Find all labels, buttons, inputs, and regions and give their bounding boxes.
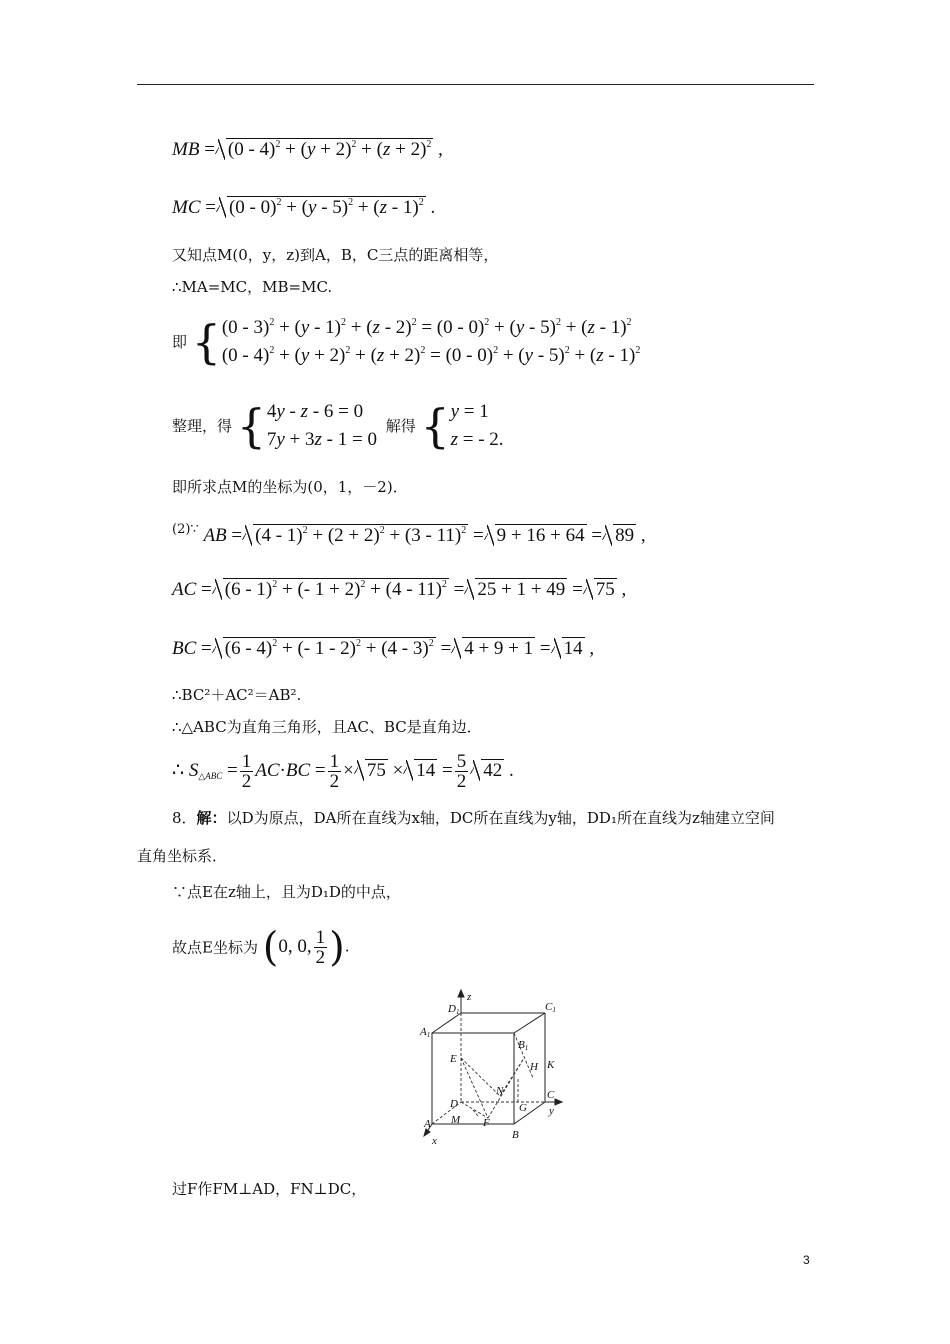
- label-z: z: [467, 991, 472, 1003]
- label-f: F: [483, 1117, 490, 1129]
- text-pythagoras: ∴BC²＋AC²＝AB².: [172, 686, 302, 704]
- label-a1: A1: [420, 1026, 431, 1039]
- label-y: y: [549, 1105, 554, 1117]
- text-therefore-equal: ∴MA=MC，MB=MC.: [172, 278, 333, 296]
- text-fm-fn: 过F作FM⊥AD，FN⊥DC，: [172, 1180, 367, 1198]
- equation-bc: BC = (6 - 4)$^2$ + (- 1 - 2)$^2$ + (4 - 3)$^2$ = 4 + 9 + 1 = 14 ,: [172, 638, 595, 659]
- label-c1: C1: [545, 1001, 556, 1014]
- text-result: 即所求点M的坐标为(0，1，－2)．: [172, 478, 408, 496]
- equation-area: ∴ $S_{\triangle ABC}$ = $\frac{1}{2}$ AC·BC = $\frac{1}{2}$ × 75 × 14 = $\frac{5}{2}$ 42 .: [172, 751, 514, 792]
- q8-line2: 直角坐标系．: [137, 847, 228, 865]
- cube-figure: [418, 988, 568, 1148]
- system-1: 即 { (0 - 3)$^2$ + (y - 1)$^2$ + (z - 2)$^2$ = (0 - 0)$^2$ + (y - 5)$^2$ + (z - 1)$^2$ $(0 - 4)^2 + (y + 2)^2 + (z + 2)^2 = (0 - 0)^2 + (y - 5)^2 + (z - 1)^2$: [172, 315, 641, 369]
- text-known: 又知点M(0，y，z)到A，B，C三点的距离相等，: [172, 246, 499, 264]
- label-n: N: [496, 1085, 504, 1097]
- equation-ab: $^{(2)\because}$ AB = $(4 - 1)^2 + (2 + 2)^2 + (3 - 11)^2 = 9 + 16 + 64 = 89$ ,: [172, 522, 646, 546]
- text-e-midpoint: ∵点E在z轴上，且为D₁D的中点，: [172, 883, 401, 901]
- q8-line1: 8．解：以D为原点，DA所在直线为x轴，DC所在直线为y轴，DD₁所在直线为z轴建立空间: [172, 809, 775, 827]
- equation-ac: AC = (6 - 1)$^2$ + (- 1 + 2)$^2$ + (4 - 11)$^2$ = 25 + 1 + 49 = 75 ,: [172, 579, 627, 600]
- text-e-coordinate: 故点E坐标为 (0, 0, $\frac{1}{2}$ ).: [172, 924, 350, 971]
- label-d1: D1: [448, 1003, 460, 1016]
- label-c: C: [547, 1089, 555, 1101]
- label-a: A: [424, 1118, 431, 1130]
- label-h: H: [530, 1061, 538, 1073]
- label-b1: B1: [518, 1039, 529, 1052]
- label-x: x: [432, 1135, 437, 1147]
- text-right-triangle: ∴△ABC为直角三角形，且AC、BC是直角边．: [172, 718, 482, 736]
- equation-mb: MB = $(0 - 4)^2 + (y + 2)^2 + (z + 2)^2$ ,: [172, 139, 443, 160]
- label-b: B: [512, 1129, 519, 1141]
- label-d: D: [450, 1098, 458, 1110]
- label-e: E: [450, 1053, 457, 1065]
- equation-mc: MC = (0 - 0)$^2$ + (y - 5)$^2$ + (z - 1)$^2$ .: [172, 197, 436, 218]
- label-m: M: [451, 1114, 461, 1126]
- label-g: G: [519, 1102, 527, 1114]
- header-rule: [137, 84, 814, 85]
- system-2: 整理，得 { 4y - z - 6 = 0 7y + 3z - 1 = 0 解得 { y = 1 z = - 2.: [172, 399, 504, 453]
- page-number: 3: [803, 1253, 810, 1267]
- label-k: K: [547, 1059, 555, 1071]
